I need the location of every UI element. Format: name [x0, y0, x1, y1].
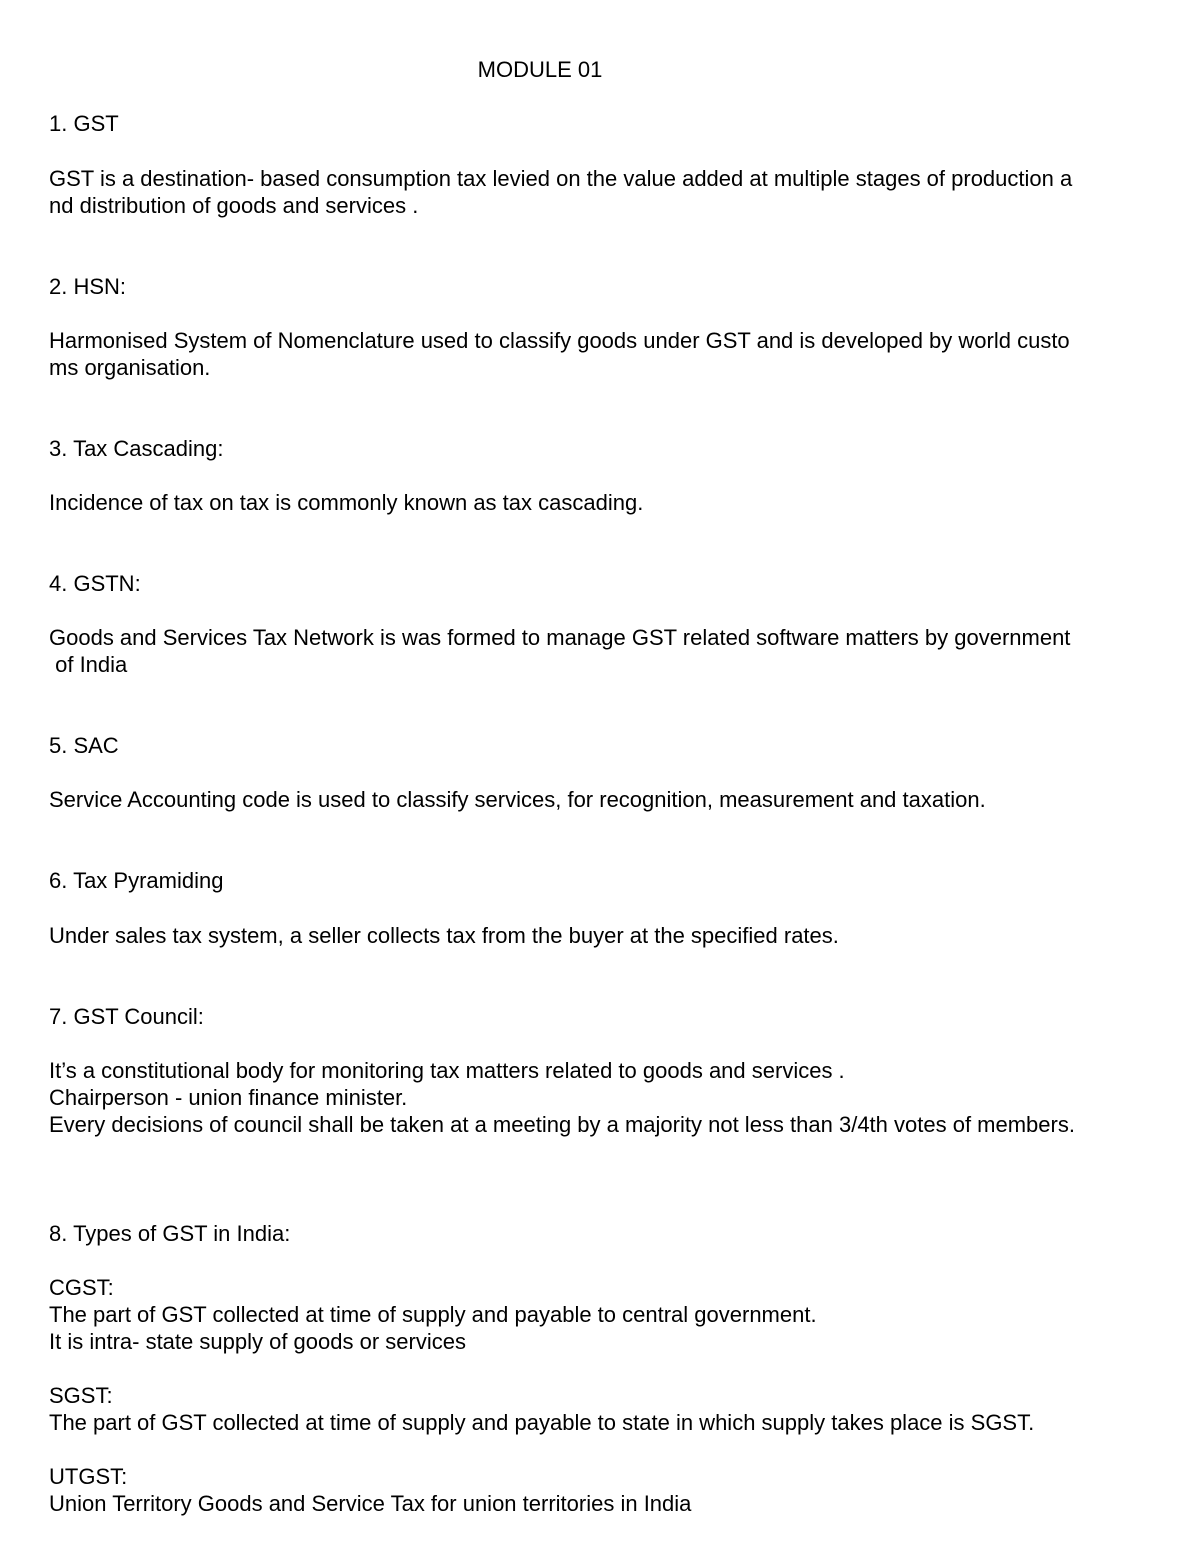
section-body-line: GST is a destination- based consumption tax levied on the value added at multiple stages of production a: [49, 166, 1073, 191]
subsection-body-line: The part of GST collected at time of supply and payable to state in which supply takes place is SGST.: [49, 1410, 1035, 1435]
subsection-label: SGST:: [49, 1383, 113, 1408]
section-heading: 2. HSN:: [49, 274, 127, 299]
section-body-line: Chairperson - union finance minister.: [49, 1085, 408, 1110]
subsection-label: CGST:: [49, 1275, 114, 1300]
section-body-line: Goods and Services Tax Network is was formed to manage GST related software matters by government: [49, 625, 1071, 650]
section-heading: 1. GST: [49, 111, 119, 136]
section-body-line: of India: [49, 652, 128, 677]
document-title-text: MODULE 01: [477, 57, 603, 82]
section-body-line: Service Accounting code is used to classify services, for recognition, measurement and taxation.: [49, 787, 986, 812]
section-body-line: Every decisions of council shall be taken at a meeting by a majority not less than 3/4th votes of members.: [49, 1112, 1075, 1137]
document-title: [0, 56, 1080, 83]
section-heading: 6. Tax Pyramiding: [49, 868, 224, 893]
subsection-body-line: The part of GST collected at time of supply and payable to central government.: [49, 1302, 817, 1327]
subsection-label: UTGST:: [49, 1464, 128, 1489]
section-body-line: ms organisation.: [49, 355, 211, 380]
section-heading: 5. SAC: [49, 733, 119, 758]
section-body-line: Harmonised System of Nomenclature used to classify goods under GST and is developed by world custo: [49, 328, 1070, 353]
section-body-line: Incidence of tax on tax is commonly known as tax cascading.: [49, 490, 644, 515]
section-heading: 4. GSTN:: [49, 571, 141, 596]
section-body-line: Under sales tax system, a seller collects tax from the buyer at the specified rates.: [49, 923, 839, 948]
section-heading: 3. Tax Cascading:: [49, 436, 224, 461]
section-body-line: nd distribution of goods and services .: [49, 193, 419, 218]
section-heading: 7. GST Council:: [49, 1004, 204, 1029]
subsection-body-line: It is intra- state supply of goods or services: [49, 1329, 466, 1354]
subsection-body-line: Union Territory Goods and Service Tax for union territories in India: [49, 1491, 692, 1516]
section-heading: 8. Types of GST in India:: [49, 1221, 291, 1246]
section-body-line: It’s a constitutional body for monitoring tax matters related to goods and services .: [49, 1058, 845, 1083]
